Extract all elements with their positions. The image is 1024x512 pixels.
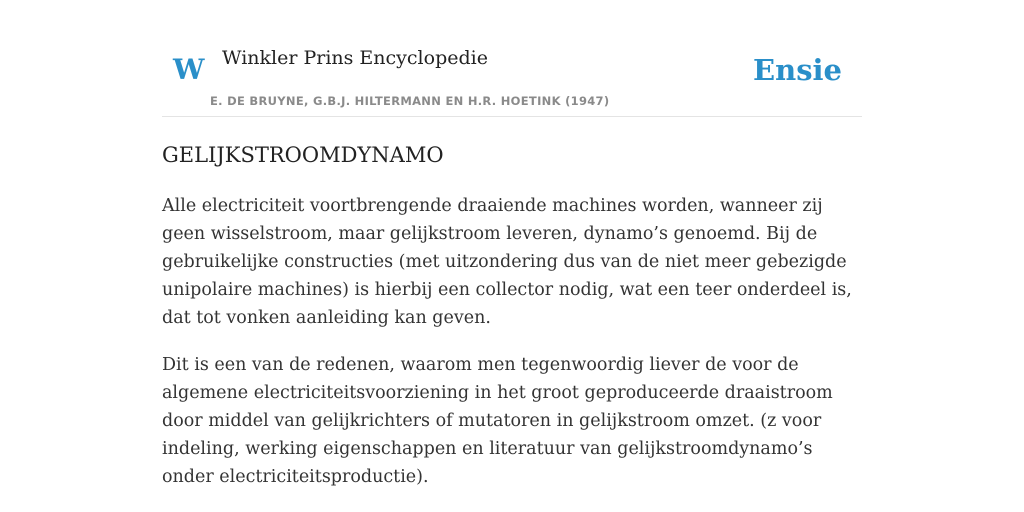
article-title: GELIJKSTROOMDYNAMO xyxy=(162,143,444,167)
source-title[interactable]: Winkler Prins Encyclopedie xyxy=(222,47,488,69)
ensie-logo-link[interactable]: Ensie xyxy=(753,53,842,87)
article-paragraph: Alle electriciteit voortbrengende draaiende machines worden, wanneer zij geen wisselstroom, maar gelijkstroom leveren, dynamo’s genoemd. Bij de gebruikelijke constructies (met uitzondering dus van de niet meer gebezigde unipolaire machines) is hierbij een collector nodig, wat een teer onderdeel is, dat tot vonken aanleiding kan geven. xyxy=(162,196,852,328)
source-authors: E. DE BRUYNE, G.B.J. HILTERMANN EN H.R. HOETINK (1947) xyxy=(210,94,610,108)
article-paragraph: Dit is een van de redenen, waarom men tegenwoordig liever de voor de algemene electriciteitsvoorziening in het groot geproduceerde draaistroom door middel van gelijkrichters of mutatoren in gelijkstroom omzet. (z voor indeling, werking eigenschappen en literatuur van gelijkstroomdynamo’s onder electriciteitsproductie). xyxy=(162,355,833,487)
source-header xyxy=(162,0,862,117)
source-logo[interactable]: W xyxy=(173,53,205,86)
